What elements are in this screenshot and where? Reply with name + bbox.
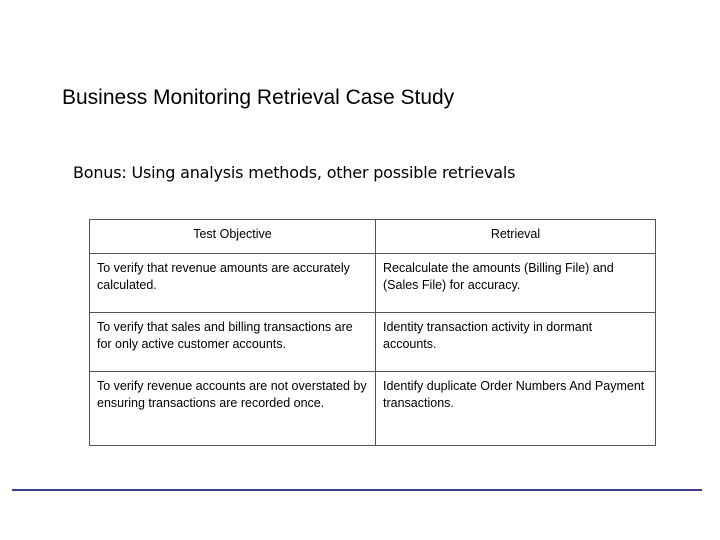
test-objective-cell: To verify that revenue amounts are accurately calculated. — [90, 254, 376, 313]
footer-divider — [12, 489, 702, 491]
objectives-table — [89, 219, 656, 446]
test-objective-cell: To verify that sales and billing transactions are for only active customer accounts. — [90, 313, 376, 372]
header-test-objective: Test Objective — [90, 220, 376, 254]
retrieval-cell: Identity transaction activity in dormant accounts. — [376, 313, 656, 372]
retrieval-cell: Identify duplicate Order Numbers And Payment transactions. — [376, 372, 656, 446]
slide-subtitle: Bonus: Using analysis methods, other possible retrievals — [73, 163, 516, 182]
test-objective-cell: To verify revenue accounts are not overstated by ensuring transactions are recorded once. — [90, 372, 376, 446]
table-row — [90, 372, 656, 446]
table-header-row — [90, 220, 656, 254]
slide-title: Business Monitoring Retrieval Case Study — [62, 86, 455, 109]
retrieval-cell: Recalculate the amounts (Billing File) and (Sales File) for accuracy. — [376, 254, 656, 313]
objectives-table-container — [89, 219, 655, 446]
table-row — [90, 313, 656, 372]
table-row — [90, 254, 656, 313]
header-retrieval: Retrieval — [376, 220, 656, 254]
